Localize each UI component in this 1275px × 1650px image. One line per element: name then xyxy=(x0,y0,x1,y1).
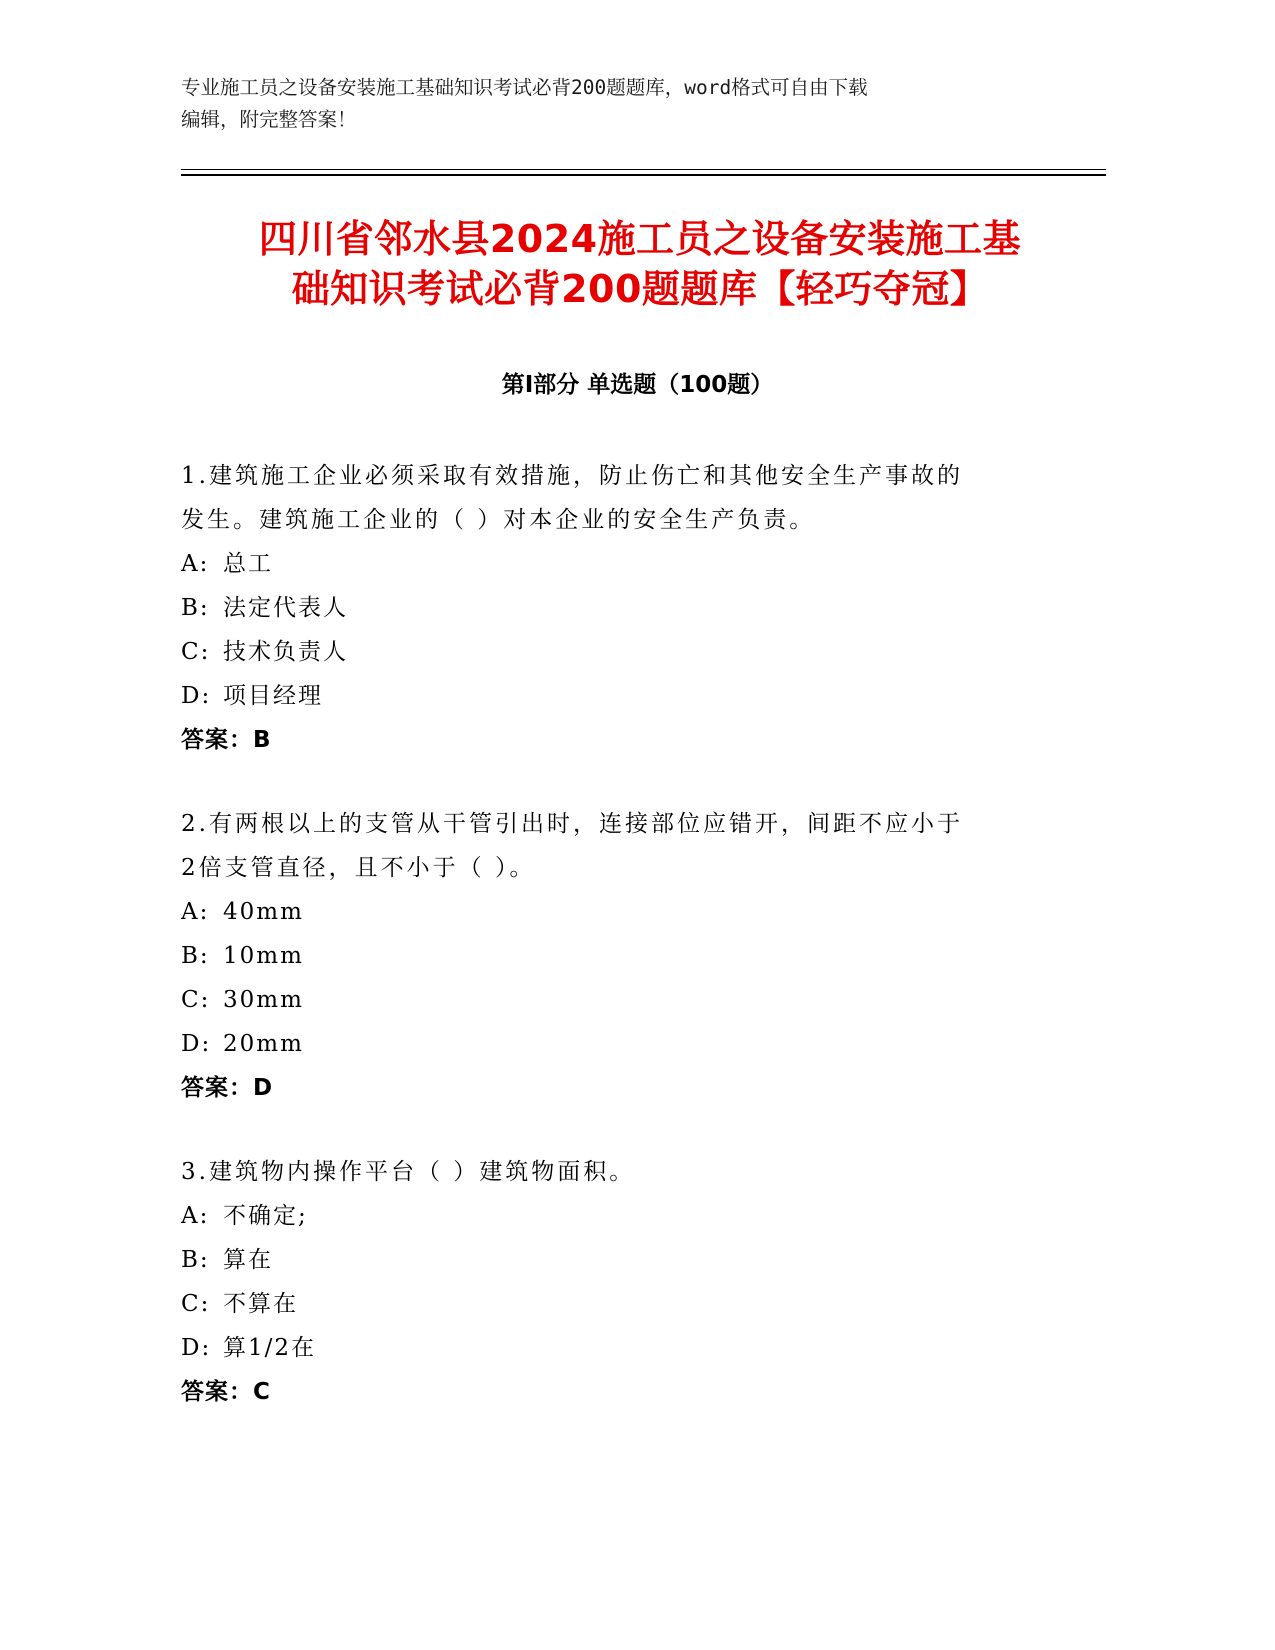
option-text: 技术负责人 xyxy=(223,639,348,665)
option-b xyxy=(181,1238,1041,1282)
option-text: 算1/2在 xyxy=(223,1335,317,1361)
header-note xyxy=(181,72,1061,136)
option-b xyxy=(181,934,1041,978)
question-text-line-1: 3.建筑物内操作平台（ ）建筑物面积。 xyxy=(181,1159,636,1185)
option-letter: D: xyxy=(181,1335,212,1361)
question-3 xyxy=(181,1150,1041,1414)
option-text: 10mm xyxy=(223,943,304,969)
option-a xyxy=(181,1194,1041,1238)
option-c xyxy=(181,978,1041,1022)
header-note-line-1: 专业施工员之设备安装施工基础知识考试必背200题题库，word格式可自由下载 xyxy=(181,76,868,99)
option-text: 30mm xyxy=(223,987,304,1013)
option-letter: B: xyxy=(181,595,210,621)
answer: 答案：D xyxy=(181,1075,274,1101)
document-title xyxy=(160,214,1120,314)
option-a xyxy=(181,890,1041,934)
question-text-line-1: 1.建筑施工企业必须采取有效措施，防止伤亡和其他安全生产事故的 xyxy=(181,463,963,489)
option-letter: B: xyxy=(181,943,210,969)
option-letter: A: xyxy=(181,1203,210,1229)
option-b xyxy=(181,586,1041,630)
option-text: 40mm xyxy=(223,899,304,925)
option-text: 不确定; xyxy=(223,1203,308,1229)
option-c xyxy=(181,1282,1041,1326)
option-d xyxy=(181,1326,1041,1370)
option-letter: A: xyxy=(181,899,210,925)
option-letter: D: xyxy=(181,683,212,709)
question-text-line-2: 2倍支管直径，且不小于（ ）。 xyxy=(181,855,536,881)
option-letter: C: xyxy=(181,1291,211,1317)
document-title-line-1: 四川省邻水县2024施工员之设备安装施工基 xyxy=(258,217,1022,261)
option-a xyxy=(181,542,1041,586)
header-divider-thick xyxy=(181,174,1106,176)
option-text: 20mm xyxy=(223,1031,304,1057)
header-divider-thin xyxy=(181,169,1106,170)
question-text-line-1: 2.有两根以上的支管从干管引出时，连接部位应错开，间距不应小于 xyxy=(181,811,963,837)
option-c xyxy=(181,630,1041,674)
answer: 答案：C xyxy=(181,1379,271,1405)
option-text: 不算在 xyxy=(223,1291,298,1317)
option-d xyxy=(181,674,1041,718)
option-letter: A: xyxy=(181,551,210,577)
header-note-line-2: 编辑，附完整答案！ xyxy=(181,108,357,131)
section-title: 第Ⅰ部分 单选题（100题） xyxy=(501,372,774,398)
question-2 xyxy=(181,802,1041,1110)
question-text-line-2: 发生。建筑施工企业的（ ）对本企业的安全生产负责。 xyxy=(181,507,816,533)
option-letter: D: xyxy=(181,1031,212,1057)
answer: 答案：B xyxy=(181,727,272,753)
option-letter: C: xyxy=(181,639,211,665)
option-letter: C: xyxy=(181,987,211,1013)
option-d xyxy=(181,1022,1041,1066)
option-text: 项目经理 xyxy=(223,683,323,709)
document-title-line-2: 础知识考试必背200题题库【轻巧夺冠】 xyxy=(291,267,989,311)
question-1 xyxy=(181,454,1041,762)
option-text: 总工 xyxy=(223,551,273,577)
option-text: 法定代表人 xyxy=(223,595,348,621)
option-text: 算在 xyxy=(223,1247,273,1273)
option-letter: B: xyxy=(181,1247,210,1273)
